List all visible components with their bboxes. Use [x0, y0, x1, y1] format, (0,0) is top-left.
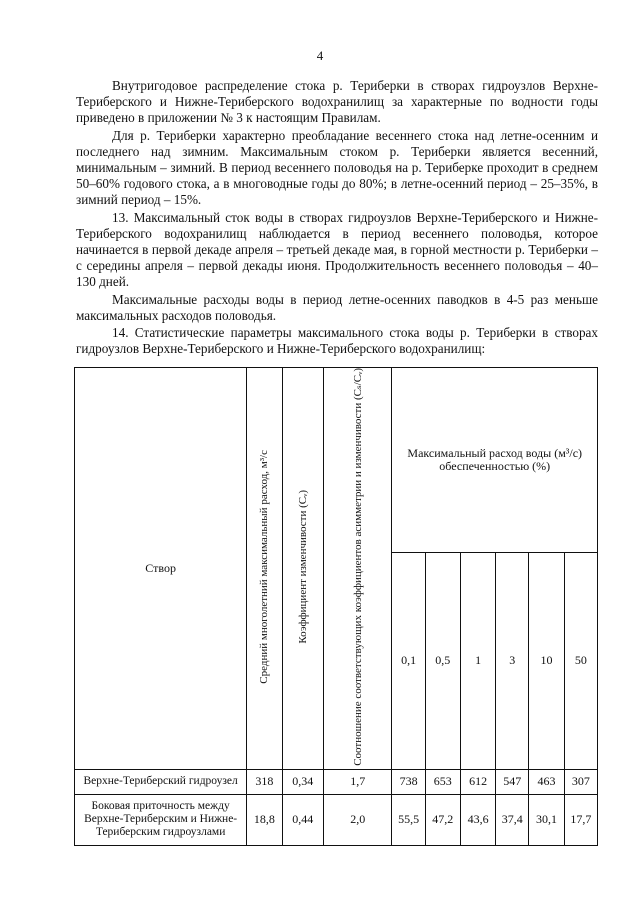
paragraph-14-statistics: 14. Статистические параметры максимального стока воды р. Териберки в створах гидроузлов Верхне-Териберского и Нижне-Териберского водохранилищ:: [76, 325, 598, 356]
header-cv: Коэффициент изменчивости (Cᵥ): [296, 490, 309, 644]
probability-cell: 0,5: [425, 552, 460, 769]
statistics-table: [74, 367, 598, 846]
table-header-row: [75, 368, 598, 553]
header-stvor: Створ: [75, 368, 247, 770]
probability-cell: 50: [564, 552, 597, 769]
row-ratio: 2,0: [324, 794, 392, 845]
probability-cell: 10: [529, 552, 564, 769]
paragraph-13-max-flow: 13. Максимальный сток воды в створах гидроузлов Верхне-Териберского и Нижне-Териберского водохранилищ наблюдается в период весеннего половодья, которое начинается в первой декаде апреля – третьей декаде мая, в горной местности р. Териберки – с середины апреля – первой декады июня. Продолжительность весеннего половодья – 40–130 дней.: [76, 210, 598, 289]
paragraph-spring-dominance: Для р. Териберки характерно преобладание весеннего стока над летне-осенним и последнего над зимним. Максимальным стоком р. Териберки является весенний, минимальным – зимний. В период весеннего половодья на р. Териберке проходит в среднем 50–60% годового стока, а в многоводные годы до 80%; в летне-осенний период – 25–35%, в зимний период – 15%.: [76, 128, 598, 207]
header-ratio-cell: [324, 368, 392, 770]
row-mean: 318: [247, 769, 282, 794]
row-value: 30,1: [529, 794, 564, 845]
row-name: Верхне-Териберский гидроузел: [75, 769, 247, 794]
row-value: 47,2: [425, 794, 460, 845]
probability-cell: 1: [460, 552, 495, 769]
row-value: 612: [460, 769, 495, 794]
row-name: Боковая приточность между Верхне-Териберским и Нижне-Териберским гидроузлами: [75, 794, 247, 845]
header-mean: Средний многолетний максимальный расход, м³/с: [258, 450, 271, 684]
row-ratio: 1,7: [324, 769, 392, 794]
row-value: 43,6: [460, 794, 495, 845]
row-value: 738: [392, 769, 425, 794]
row-value: 463: [529, 769, 564, 794]
paragraph-summer-floods: Максимальные расходы воды в период летне-осенних паводков в 4-5 раз меньше максимальных расходов половодья.: [76, 292, 598, 323]
row-value: 307: [564, 769, 597, 794]
row-cv: 0,44: [282, 794, 324, 845]
header-maxflow: Максимальный расход воды (м³/с) обеспеченностью (%): [392, 368, 598, 553]
header-ratio: Соотношение соответствующих коэффициентов асимметрии и изменчивости (Cₛ/Cᵥ): [351, 368, 364, 766]
page-number: 4: [316, 48, 324, 63]
paragraph-distribution: Внутригодовое распределение стока р. Териберки в створах гидроузлов Верхне-Териберского и Нижне-Териберского водохранилищ за характерные по водности годы приведено в приложении № 3 к настоящим Правилам.: [76, 78, 598, 125]
row-mean: 18,8: [247, 794, 282, 845]
row-value: 55,5: [392, 794, 425, 845]
row-value: 653: [425, 769, 460, 794]
probability-cell: 3: [496, 552, 529, 769]
header-cv-cell: [282, 368, 324, 770]
table-row: [75, 794, 598, 845]
header-mean-cell: [247, 368, 282, 770]
table-row: [75, 769, 598, 794]
row-value: 37,4: [496, 794, 529, 845]
row-value: 17,7: [564, 794, 597, 845]
row-value: 547: [496, 769, 529, 794]
row-cv: 0,34: [282, 769, 324, 794]
probability-cell: 0,1: [392, 552, 425, 769]
